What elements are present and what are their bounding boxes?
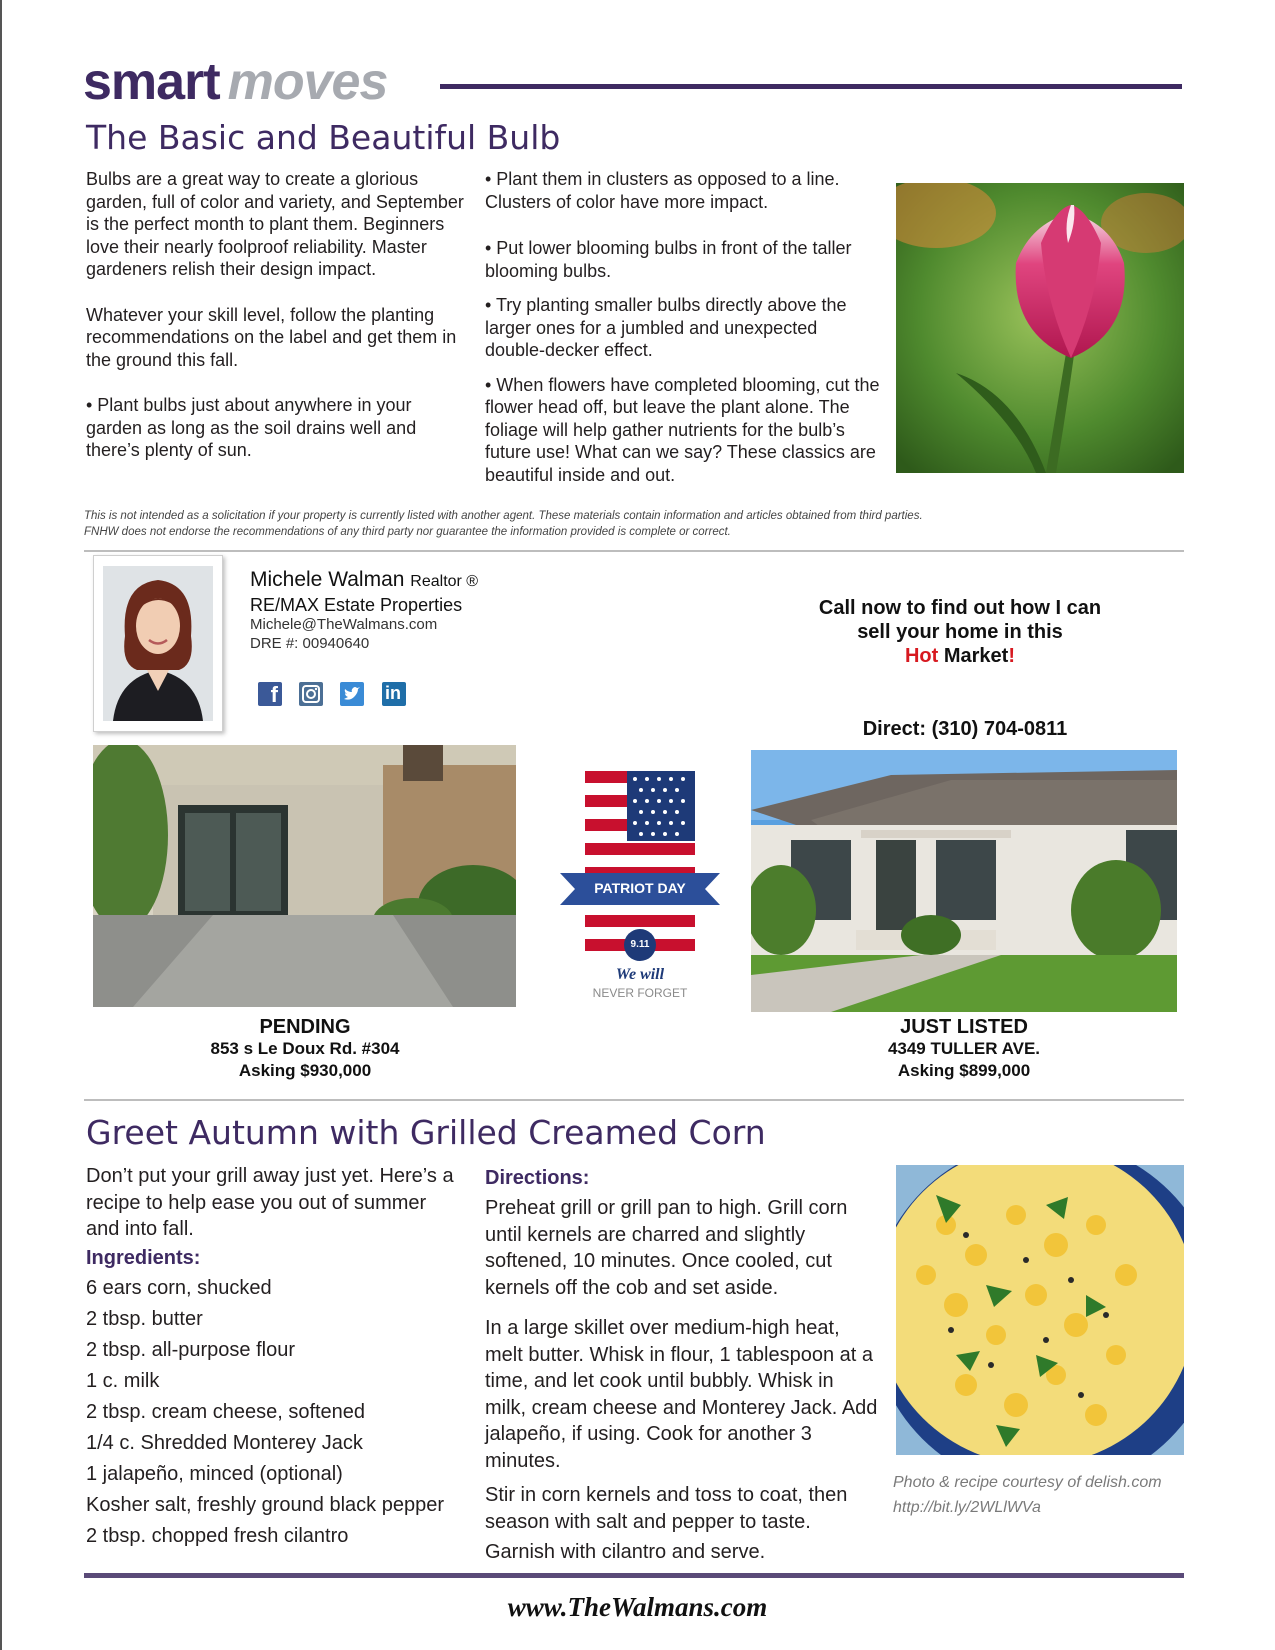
directions-heading: Directions: [485,1167,590,1189]
section-divider [84,550,1184,552]
direction-step: Garnish with cilantro and serve. [485,1541,766,1563]
direction-step: Preheat grill or grill pan to high. Grill corn until kernels are charred and slightly softened, 10 minutes. Once cooled, cut kernels off the cob and set aside. [485,1197,848,1299]
article-bullet: • Plant them in clusters as opposed to a line. Clusters of color have more impact. [485,169,840,212]
patriot-never-forget: NEVER FORGET [592,986,688,1000]
listing-address: 4349 TULLER AVE. [887,1039,1041,1058]
agent-name: Michele Walman [250,568,405,591]
recipe-intro: Don’t put your grill away just yet. Here’s a recipe to help ease you out of summer and into fall. [86,1165,454,1240]
listing-caption-just-listed [814,1016,1114,1082]
direction-step: In a large skillet over medium-high heat, melt butter. Whisk in flour, 1 tablespoon at a time, and let cook until bubbly. Whisk in milk, cream cheese and Monterey Jack. Add jalapeño, if using. Cook for another 3 minutes. [485,1317,878,1472]
twitter-icon[interactable] [340,682,364,706]
ingredient-item: 2 tbsp. all-purpose flour [86,1338,296,1361]
listing-status: PENDING [259,1016,351,1038]
ingredient-item: 1 jalapeño, minced (optional) [86,1462,343,1485]
agent-dre-number: DRE #: 00940640 [250,635,370,652]
hot-word: Hot [904,645,939,667]
linkedin-icon-glyph: in [385,683,401,703]
article-bullet: • When flowers have completed blooming, cut the flower head off, but leave the plant alone. The foliage will help gather nutrients for the bulb’s future use! What can we say? These classics are beautiful inside and out. [485,374,880,485]
page-edge-rule [0,0,2,1650]
article-title: The Basic and Beautiful Bulb [86,118,561,157]
masthead-smart: smart [83,53,220,111]
listing-address: 853 s Le Doux Rd. #304 [210,1039,400,1058]
patriot-day-graphic [555,765,725,1005]
call-line-hot-market [790,644,1130,668]
listing-caption-pending [155,1016,455,1082]
facebook-icon-glyph: f [270,682,278,707]
photo-credit [893,1470,1162,1520]
agent-name-line [250,568,478,594]
disclaimer-line: FNHW does not endorse the recommendations of any third party nor guarantee the information provided is complete or correct. [84,526,731,538]
direction-step: Stir in corn kernels and toss to coat, then season with salt and pepper to taste. [485,1484,848,1533]
agent-title: Realtor ® [410,573,479,590]
market-word: Market [938,645,1009,667]
agent-email-link[interactable]: Michele@TheWalmans.com [250,616,438,633]
masthead-moves: moves [227,53,388,111]
ingredient-item: 2 tbsp. chopped fresh cilantro [86,1524,349,1547]
listing-price: Asking $930,000 [238,1061,372,1080]
recipe-column-2 [485,1163,880,1566]
exclamation: ! [1008,645,1016,667]
article-bullet: • Put lower blooming bulbs in front of the taller blooming bulbs. [485,238,852,281]
ingredient-item: 6 ears corn, shucked [86,1276,272,1299]
article-column-2 [485,168,880,498]
linkedin-icon[interactable] [382,682,406,706]
ingredient-item: 1 c. milk [86,1369,160,1392]
section-divider [84,1099,1184,1101]
call-to-action [790,596,1130,668]
listing-photo-pending [93,745,516,1007]
masthead-logo [83,52,387,112]
ingredient-item: 2 tbsp. butter [86,1307,203,1330]
ingredient-item: Kosher salt, freshly ground black pepper [86,1493,444,1516]
article-bullet: • Try planting smaller bulbs directly above the larger ones for a jumbled and unexpected double-decker effect. [485,295,847,360]
disclaimer [84,508,1184,540]
agent-brokerage: RE/MAX Estate Properties [250,595,463,615]
call-line: Call now to find out how I can [818,597,1102,619]
article-paragraph: Bulbs are a great way to create a glorious garden, full of color and variety, and September is the perfect month to plant them. Beginners love their nearly foolproof reliability. Master gardeners relish their design impact. [86,169,464,279]
ingredient-item: 1/4 c. Shredded Monterey Jack [86,1431,363,1454]
masthead-rule [440,84,1182,89]
instagram-icon[interactable] [299,682,323,706]
photo-credit-link[interactable]: http://bit.ly/2WLlWVa [893,1499,1041,1516]
recipe-title: Greet Autumn with Grilled Creamed Corn [86,1113,766,1152]
ingredient-item: 2 tbsp. cream cheese, softened [86,1400,366,1423]
footer-rule [84,1573,1184,1578]
call-line: sell your home in this [857,621,1063,643]
tulip-photo [896,183,1184,473]
agent-portrait [93,555,223,732]
patriot-day-banner: PATRIOT DAY [594,880,686,896]
ingredients-heading: Ingredients: [86,1246,201,1269]
listing-photo-just-listed [751,750,1177,1012]
patriot-date: 9.11 [630,939,650,950]
disclaimer-line: This is not intended as a solicitation if your property is currently listed with another agent. These materials contain information and articles obtained from third parties. [84,510,923,522]
photo-credit-line: Photo & recipe courtesy of delish.com [893,1474,1162,1491]
article-column-1 [86,168,464,485]
facebook-icon[interactable] [258,682,282,706]
article-bullet: • Plant bulbs just about anywhere in your garden as long as the soil drains well and there’s plenty of sun. [86,395,417,460]
patriot-we-will: We will [615,966,665,983]
creamed-corn-photo [896,1165,1184,1455]
listing-status: JUST LISTED [900,1016,1028,1038]
article-paragraph: Whatever your skill level, follow the planting recommendations on the label and get them in the ground this fall. [86,304,457,370]
direct-phone[interactable]: Direct: (310) 704-0811 [862,718,1068,740]
recipe-column-1 [86,1163,464,1552]
listing-price: Asking $899,000 [897,1061,1031,1080]
footer-website-link[interactable]: www.TheWalmans.com [507,1592,768,1622]
